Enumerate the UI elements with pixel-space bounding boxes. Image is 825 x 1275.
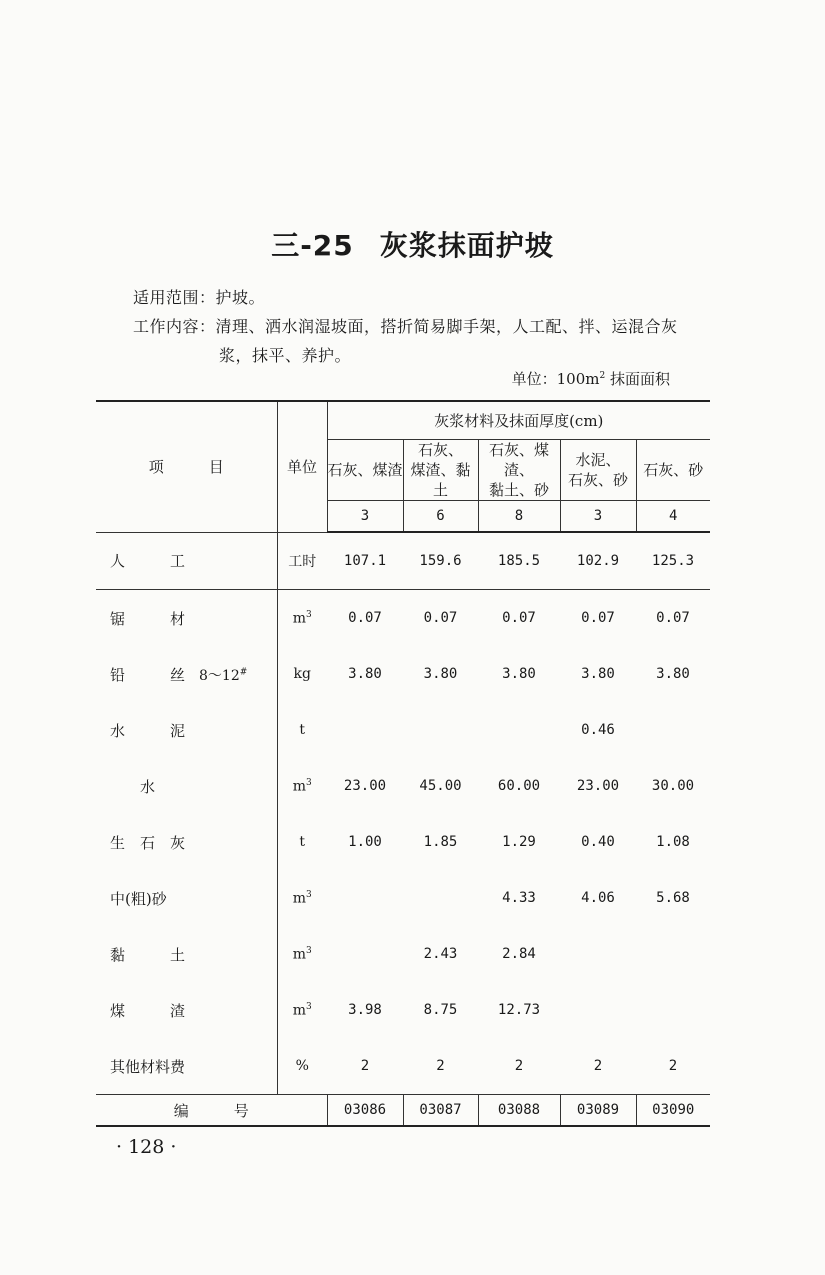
- code-value: 03089: [560, 1095, 636, 1127]
- row-unit: kg: [277, 646, 327, 702]
- row-value: 0.07: [581, 610, 615, 626]
- row-item-name: 其他材料费: [110, 1057, 186, 1076]
- table-row: [96, 758, 710, 814]
- row-value: 12.73: [497, 1002, 541, 1018]
- row-value: [327, 926, 403, 982]
- table-row: [96, 870, 710, 926]
- table-row: [96, 1038, 710, 1095]
- row-unit: $m^3$: [277, 870, 327, 926]
- row-value: 3.80: [348, 666, 382, 682]
- row-value: 2: [668, 1058, 678, 1074]
- table-row: [96, 814, 710, 870]
- row-value: 45.00: [419, 778, 462, 794]
- header-thickness-2: 6: [403, 500, 478, 532]
- table-row: [96, 982, 710, 1038]
- row-item-name: 生 石 灰: [110, 833, 186, 852]
- header-thickness-4: 3: [560, 500, 636, 532]
- header-material-3: 石灰、煤渣、 黏土、砂: [478, 439, 560, 500]
- header-material-5: 石灰、砂: [636, 439, 710, 500]
- row-value: 0.07: [423, 610, 458, 626]
- header-material-4: 水泥、 石灰、砂: [560, 439, 636, 500]
- row-unit: $m^3$: [277, 590, 327, 647]
- table-row: [96, 590, 710, 647]
- row-value: 3.80: [502, 666, 536, 682]
- table-row: [96, 532, 710, 590]
- row-value: [636, 926, 710, 982]
- row-value: 2: [360, 1058, 370, 1074]
- row-value: 5.68: [656, 890, 690, 906]
- row-value: 1.29: [502, 834, 536, 850]
- row-value: 159.6: [403, 532, 478, 590]
- row-value: 4.33: [502, 890, 536, 906]
- row-value: 4.06: [581, 890, 615, 906]
- row-value: 1.85: [423, 834, 458, 850]
- row-value: 0.46: [581, 722, 615, 738]
- row-value: 30.00: [651, 778, 695, 794]
- row-value: 60.00: [497, 778, 541, 794]
- code-row: [96, 1095, 710, 1127]
- row-value: 3.98: [348, 1002, 382, 1018]
- row-value: 2: [593, 1058, 603, 1074]
- row-unit: 工时: [277, 532, 327, 590]
- header-thickness-5: 4: [636, 500, 710, 532]
- row-value: [327, 702, 403, 758]
- row-value: 185.5: [478, 532, 560, 590]
- table-row: [96, 926, 710, 982]
- row-value: 102.9: [560, 532, 636, 590]
- table-row: [96, 702, 710, 758]
- row-value: [403, 870, 478, 926]
- row-value: [636, 702, 710, 758]
- code-value: 03086: [327, 1095, 403, 1127]
- unit-note: 单位：$100m^2$ 抹面面积: [511, 370, 670, 388]
- row-item-name: 煤 渣: [110, 1001, 186, 1020]
- row-value: 3.80: [656, 666, 690, 682]
- row-value: 2: [514, 1058, 524, 1074]
- row-value: 2.43: [423, 946, 458, 962]
- row-unit: $m^3$: [277, 926, 327, 982]
- work-content-line2: 浆，抹平、养护。: [219, 346, 352, 365]
- row-value: [560, 982, 636, 1038]
- scope-text: 适用范围：护坡。: [133, 288, 266, 307]
- row-value: [478, 702, 560, 758]
- row-value: 107.1: [327, 532, 403, 590]
- row-value: 2: [436, 1058, 445, 1074]
- header-unit: 单位: [277, 401, 327, 532]
- row-value: 0.07: [656, 610, 690, 626]
- section-title: 灰浆抹面护坡: [379, 229, 554, 262]
- code-value: 03087: [403, 1095, 478, 1127]
- row-item-name: 水: [110, 777, 156, 796]
- row-value: [636, 982, 710, 1038]
- row-value: 23.00: [576, 778, 620, 794]
- header-item: 项 目: [96, 401, 277, 532]
- page-title: [0, 224, 825, 264]
- page-number: · 128 ·: [116, 1136, 177, 1158]
- row-value: [403, 702, 478, 758]
- row-unit: t: [277, 814, 327, 870]
- header-thickness-3: 8: [478, 500, 560, 532]
- row-value: 8.75: [423, 1002, 458, 1018]
- row-unit: $m^3$: [277, 982, 327, 1038]
- code-label: 编 号: [96, 1095, 327, 1127]
- section-number: 三-25: [271, 229, 354, 262]
- row-value: 125.3: [636, 532, 710, 590]
- row-item-name: 锯 材: [110, 609, 186, 628]
- work-content-line1: 工作内容：清理、洒水润湿坡面，搭折简易脚手架，人工配、拌、运混合灰: [133, 317, 678, 336]
- header-material-2: 石灰、 煤渣、黏土: [403, 439, 478, 500]
- code-value: 03088: [478, 1095, 560, 1127]
- row-value: 2.84: [502, 946, 536, 962]
- row-value: 3.80: [423, 666, 458, 682]
- quota-table: [96, 400, 710, 1127]
- row-value: 23.00: [343, 778, 387, 794]
- code-value: 03090: [636, 1095, 710, 1127]
- row-item-name: 水 泥: [110, 721, 186, 740]
- row-value: 0.07: [502, 610, 536, 626]
- row-item-name: 铅 丝 8～12#: [110, 665, 248, 684]
- header-material-1: 石灰、煤渣: [327, 439, 403, 500]
- row-value: [327, 870, 403, 926]
- row-value: 1.00: [348, 834, 382, 850]
- row-unit: $m^3$: [277, 758, 327, 814]
- row-item-spec: 8～12#: [199, 666, 248, 684]
- table-row: [96, 646, 710, 702]
- row-item-name: 中(粗)砂: [110, 889, 167, 908]
- row-item-name: 人 工: [96, 532, 277, 590]
- header-group: 灰浆材料及抹面厚度(cm): [327, 401, 710, 439]
- row-value: 3.80: [581, 666, 615, 682]
- row-item-name: 黏 土: [110, 945, 186, 964]
- row-value: 0.40: [581, 834, 615, 850]
- row-value: 1.08: [656, 834, 690, 850]
- row-value: 0.07: [348, 610, 382, 626]
- row-unit: t: [277, 702, 327, 758]
- row-unit: %: [277, 1038, 327, 1095]
- row-value: [560, 926, 636, 982]
- header-thickness-1: 3: [327, 500, 403, 532]
